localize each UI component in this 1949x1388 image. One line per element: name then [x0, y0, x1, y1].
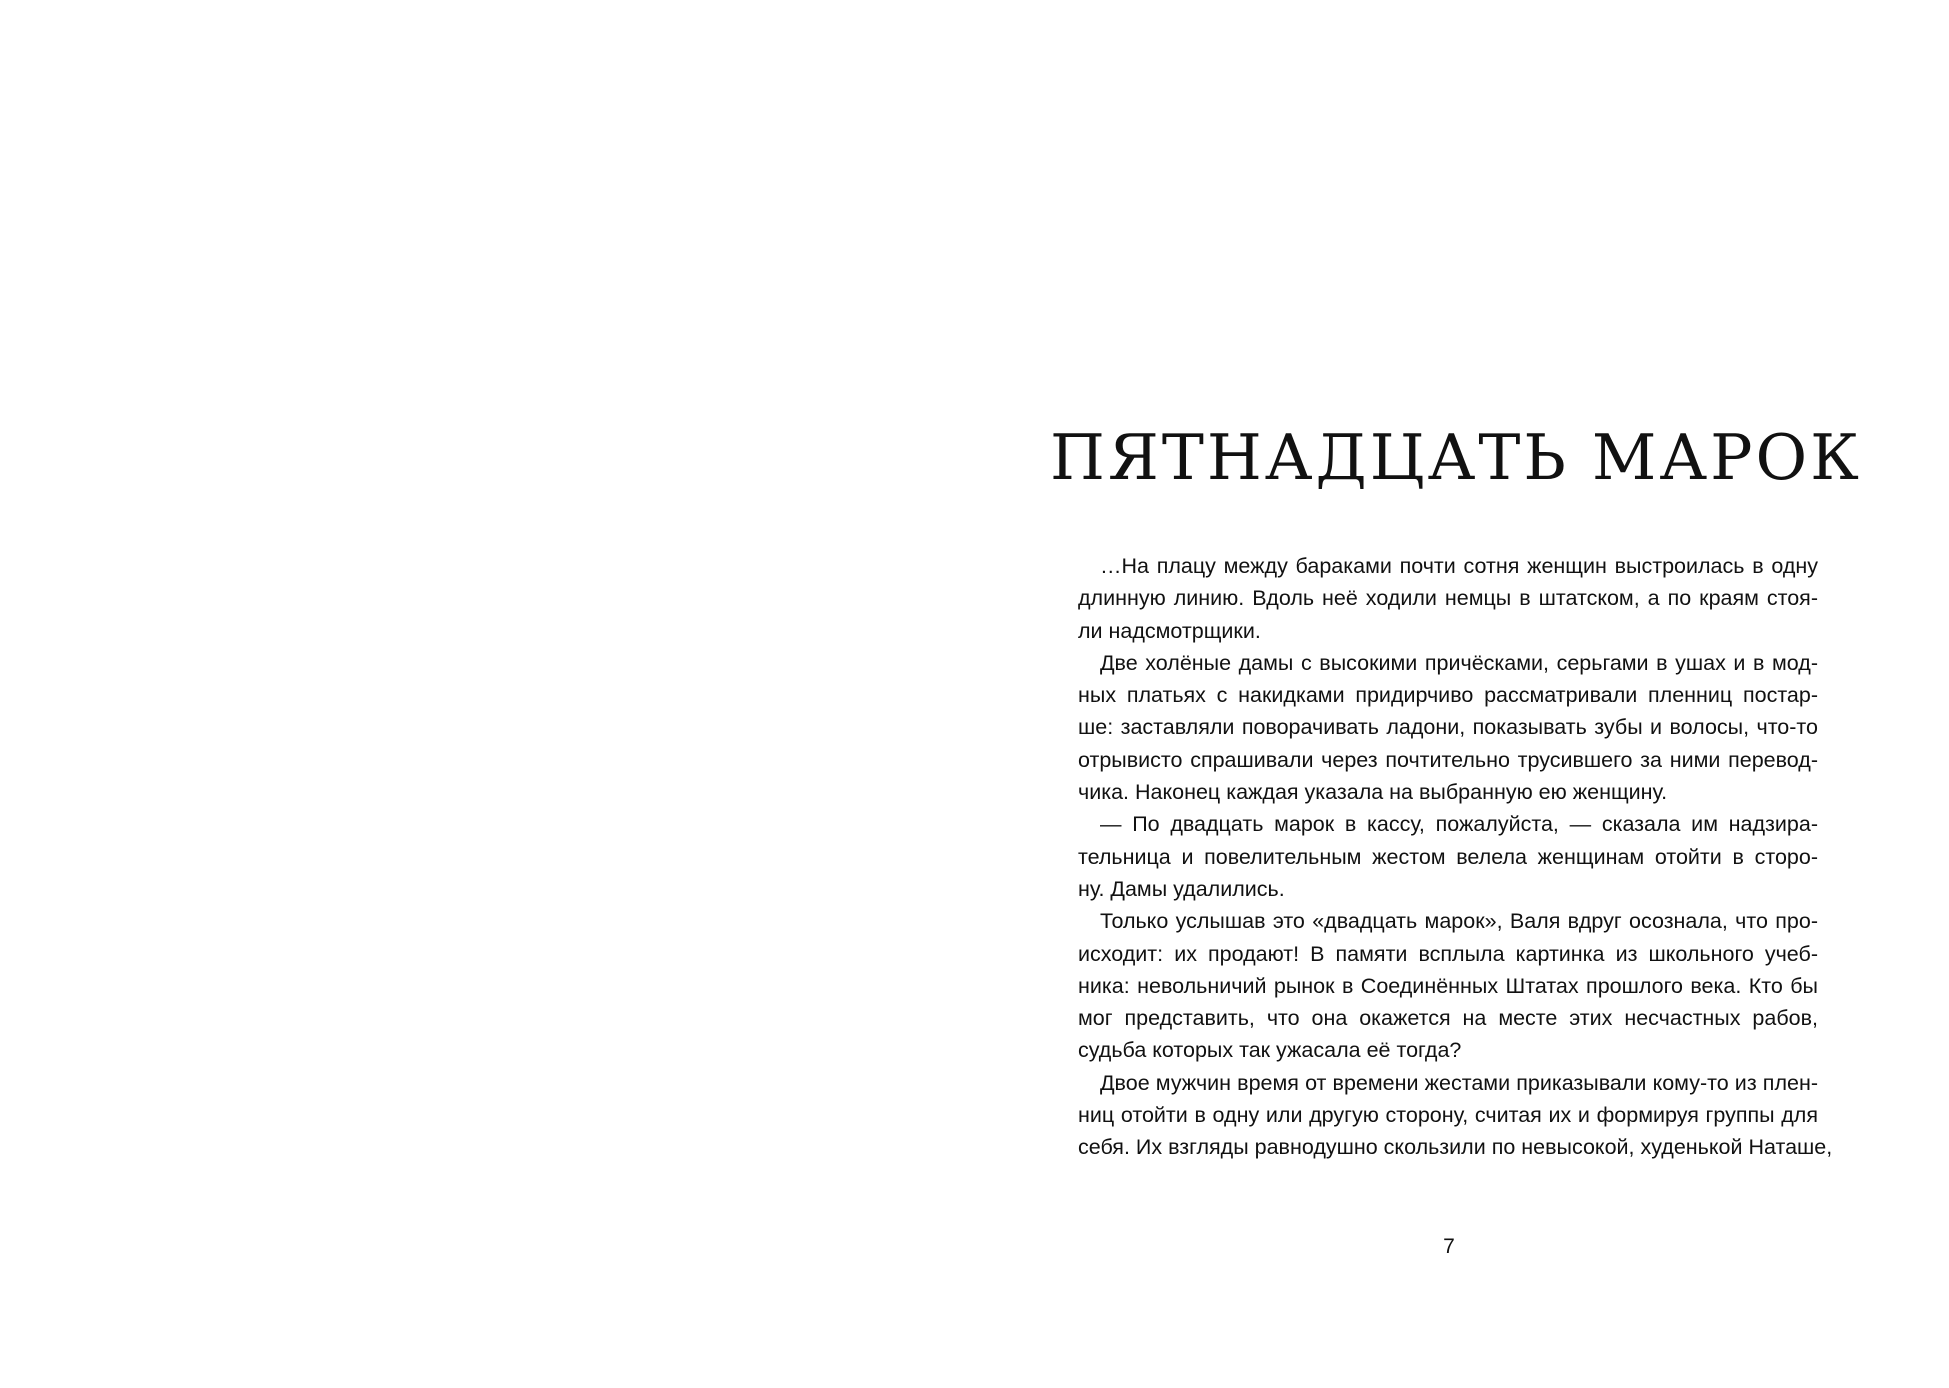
- right-page: [974, 0, 1949, 1388]
- text-line: — По двадцать марок в кассу, пожалуйста, — сказала им надзира-: [1100, 812, 1818, 837]
- text-line: себя. Их взгляды равнодушно скользили по невысокой, худенькой Наташе,: [1078, 1135, 1833, 1160]
- text-line: Только услышав это «двадцать марок», Валя вдруг осознала, что про-: [1100, 909, 1818, 934]
- text-line: ше: заставляли поворачивать ладони, показывать зубы и волосы, что-то: [1078, 715, 1818, 740]
- text-line: мог представить, что она окажется на месте этих несчастных рабов,: [1078, 1006, 1818, 1031]
- text-line: длинную линию. Вдоль неё ходили немцы в штатском, а по краям стоя-: [1078, 586, 1818, 611]
- text-line: Двое мужчин время от времени жестами приказывали кому-то из плен-: [1100, 1070, 1818, 1095]
- text-line: ных платьях с накидками придирчиво рассматривали пленниц постар-: [1078, 683, 1818, 708]
- text-line: отрывисто спрашивали через почтительно трусившего за ними перевод-: [1078, 747, 1818, 772]
- text-line: Две холёные дамы с высокими причёсками, серьгами в ушах и в мод-: [1100, 650, 1818, 675]
- text-line: ниц отойти в одну или другую сторону, считая их и формируя группы для: [1078, 1103, 1818, 1128]
- text-line: исходит: их продают! В памяти всплыла картинка из школьного учеб-: [1078, 941, 1818, 966]
- text-line: …На плацу между бараками почти сотня женщин выстроилась в одну: [1100, 554, 1818, 578]
- text-line: чика. Наконец каждая указала на выбранную ею женщину.: [1078, 780, 1668, 805]
- text-line: тельница и повелительным жестом велела женщинам отойти в сторо-: [1078, 844, 1818, 869]
- text-line: судьба которых так ужасала её тогда?: [1078, 1038, 1462, 1063]
- page-number: 7: [1443, 1235, 1455, 1258]
- body-text: [1078, 550, 1833, 1164]
- chapter-title: ПЯТНАДЦАТЬ МАРОК: [1050, 421, 1862, 494]
- text-line: ника: невольничий рынок в Соединённых Штатах прошлого века. Кто бы: [1078, 973, 1818, 998]
- text-line: ли надсмотрщики.: [1078, 618, 1261, 643]
- text-line: ну. Дамы удалились.: [1078, 876, 1285, 901]
- left-page-blank: [0, 0, 974, 1388]
